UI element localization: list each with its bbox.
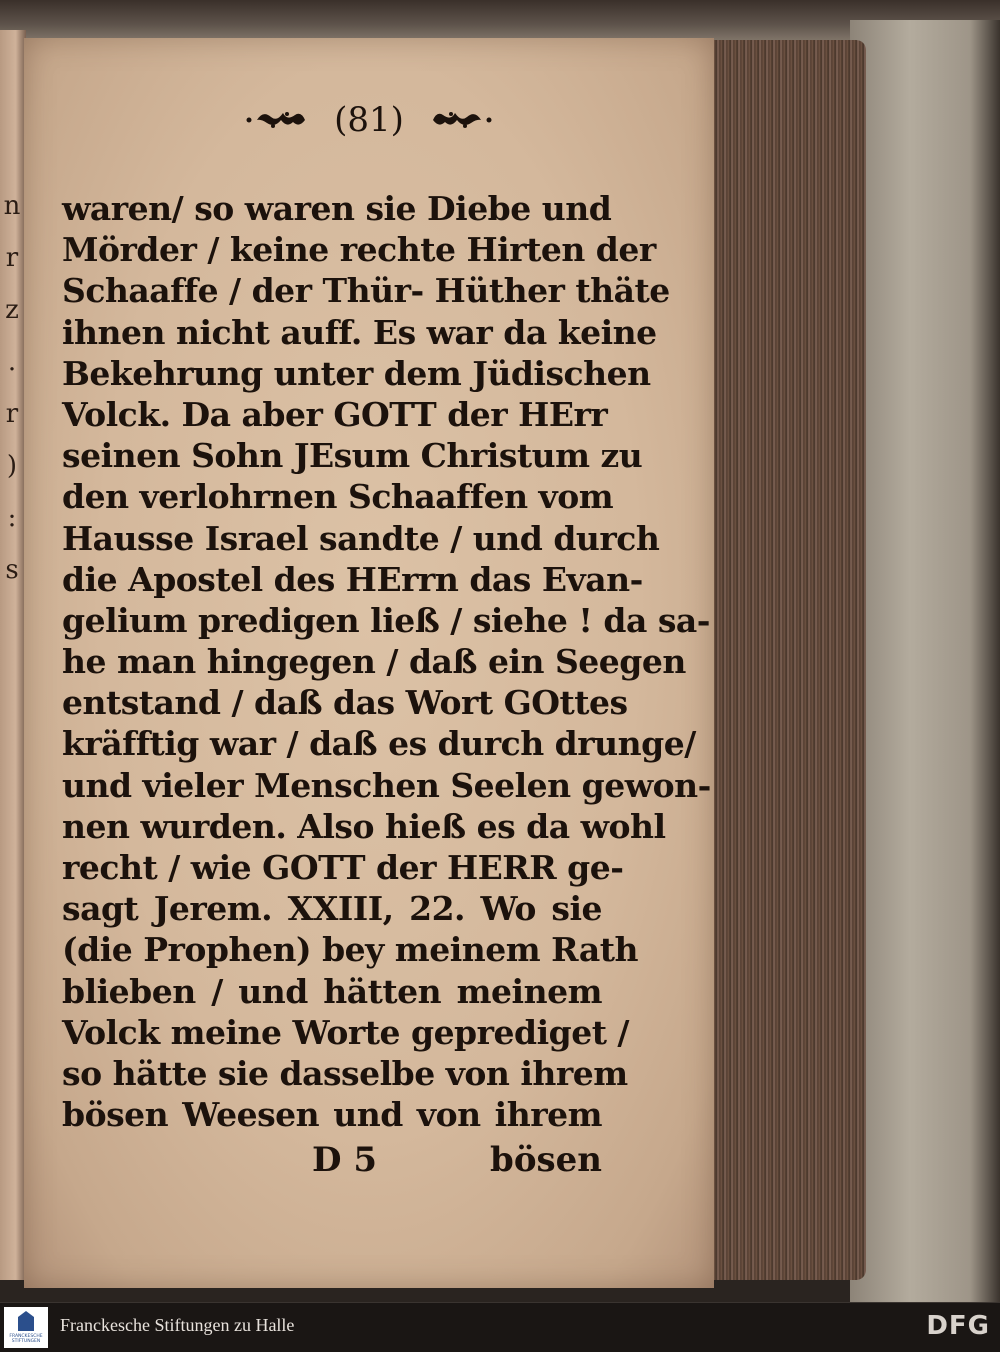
text-line: so hätte sie dasselbe von ihrem bbox=[62, 1053, 628, 1093]
right-ornament-icon bbox=[425, 109, 495, 131]
text-line: kräfftig war / daß es durch drunge/ bbox=[62, 724, 696, 764]
text-line: blieben / und hätten meinem bbox=[62, 971, 602, 1011]
text-line: Volck. Da aber GOTT der HErr bbox=[62, 394, 608, 434]
text-line: Schaaffe / der Thür- Hüther thäte bbox=[62, 271, 670, 311]
dfg-logo[interactable]: DFG bbox=[926, 1311, 990, 1341]
page-header bbox=[24, 100, 714, 140]
text-line: recht / wie GOTT der HERR ge- bbox=[62, 848, 624, 887]
text-line: waren/ so waren sie Diebe und bbox=[62, 189, 612, 228]
text-line: entstand / daß das Wort GOttes bbox=[62, 683, 628, 723]
text-line: Bekehrung unter dem Jüdischen bbox=[62, 353, 651, 393]
text-line: den verlohrnen Schaaffen vom bbox=[62, 477, 614, 517]
text-line: gelium predigen ließ / siehe ! da sa- bbox=[62, 600, 710, 640]
book-page bbox=[24, 38, 714, 1288]
text-line: Volck meine Worte geprediget / bbox=[62, 1012, 629, 1052]
footer-bar bbox=[0, 1302, 1000, 1352]
left-page-sliver bbox=[0, 30, 26, 1280]
left-margin-char: ) bbox=[6, 451, 18, 481]
text-line: he man hingegen / daß ein Seegen bbox=[62, 642, 686, 682]
text-line: sagt Jerem. XXIII, 22. Wo sie bbox=[62, 889, 602, 929]
text-line: die Apostel des HErrn das Evan- bbox=[62, 559, 643, 599]
institution-logo[interactable] bbox=[4, 1307, 48, 1348]
institution-logo-icon bbox=[18, 1311, 34, 1331]
left-margin-char: . bbox=[7, 347, 17, 377]
left-margin-char: : bbox=[7, 503, 17, 533]
catchword: bösen bbox=[490, 1140, 602, 1180]
left-margin-char: z bbox=[5, 295, 19, 325]
book-cover-right-edge bbox=[850, 20, 1000, 1302]
text-line: seinen Sohn JEsum Christum zu bbox=[62, 436, 643, 476]
left-margin-char: r bbox=[5, 399, 19, 429]
signature-mark: D 5 bbox=[312, 1140, 377, 1180]
left-margin-char: s bbox=[5, 555, 19, 585]
page-block-edges bbox=[706, 40, 866, 1280]
left-ornament-icon bbox=[243, 109, 313, 131]
page-number: (81) bbox=[334, 100, 404, 140]
left-page-margin-chars bbox=[2, 180, 22, 596]
page-footer bbox=[62, 1140, 602, 1184]
text-line: und vieler Menschen Seelen gewon- bbox=[62, 765, 711, 805]
page-text-block bbox=[62, 188, 711, 1135]
text-line: Mörder / keine rechte Hirten der bbox=[62, 230, 656, 270]
left-margin-char: r bbox=[5, 243, 19, 273]
text-line: (die Prophen) bey meinem Rath bbox=[62, 930, 638, 970]
text-line: nen wurden. Also hieß es da wohl bbox=[62, 806, 666, 846]
institution-logo-text: FRANCKESCHE STIFTUNGEN bbox=[9, 1334, 43, 1344]
institution-name[interactable]: Franckesche Stiftungen zu Halle bbox=[60, 1315, 295, 1335]
left-margin-char: n bbox=[3, 191, 21, 221]
text-line: ihnen nicht auff. Es war da keine bbox=[62, 312, 657, 352]
text-line: Hausse Israel sandte / und durch bbox=[62, 518, 660, 558]
text-line: bösen Weesen und von ihrem bbox=[62, 1095, 602, 1135]
